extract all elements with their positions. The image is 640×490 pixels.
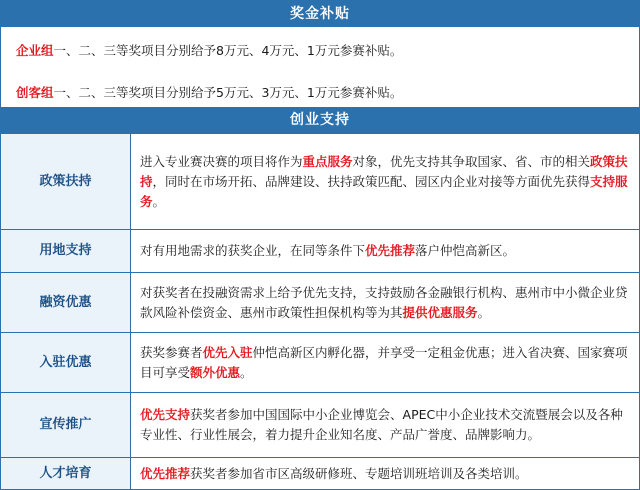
support-description xyxy=(131,393,640,458)
highlight-text: 优先推荐 xyxy=(140,465,191,481)
award-text: 一、二、三等奖项目分别给予5万元、3万元、1万元参赛补贴。 xyxy=(53,85,403,100)
award-line-enterprise xyxy=(16,41,639,61)
support-row xyxy=(1,458,640,490)
support-category: 用地支持 xyxy=(1,230,131,273)
description-text: 获奖者参加中国国际中小企业博览会、APEC中小企业技术交流暨展会以及各种专业性、行业性展会，着力提升企业知名度、产品广誉度、品牌影响力。 xyxy=(140,407,623,442)
highlight-text: 优先推荐 xyxy=(365,243,416,258)
support-description xyxy=(131,273,640,333)
description-text: 对象，优先支持其争取国家、省、市的相关 xyxy=(352,153,591,169)
support-description xyxy=(131,134,640,230)
support-section-title: 创业支持 xyxy=(0,107,640,133)
highlight-text: 额外优惠 xyxy=(190,364,241,380)
description-text: 进入专业赛决赛的项目将作为 xyxy=(140,153,303,169)
highlight-text: 支持服务 xyxy=(140,173,628,209)
description-text: 。 xyxy=(477,304,491,320)
award-line-maker xyxy=(16,83,639,103)
highlight-text: 优先支持 xyxy=(140,407,191,422)
support-category: 入驻优惠 xyxy=(1,333,131,393)
description-text: 。 xyxy=(240,364,253,380)
award-text: 一、二、三等奖项目分别给予8万元、4万元、1万元参赛补贴。 xyxy=(53,43,403,58)
support-row xyxy=(1,333,640,393)
highlight-text: 优先入驻 xyxy=(202,344,253,360)
support-row xyxy=(1,273,640,333)
support-description xyxy=(131,230,640,273)
description-text: 。 xyxy=(152,193,166,209)
support-category: 宣传推广 xyxy=(1,393,131,458)
description-text: ，同时在市场开拓、品牌建设、扶持政策匹配、园区内企业对接等方面优先获得 xyxy=(152,173,591,189)
highlight-text: 提供优惠服务 xyxy=(402,304,478,320)
award-group-label: 创客组 xyxy=(16,85,54,100)
support-description xyxy=(131,333,640,393)
description-text: 获奖者参加省市区高级研修班、专题培训班培训及各类培训。 xyxy=(190,465,528,481)
description-text: 仲恺高新区内孵化器，并享受一定租金优惠；进入省决赛、国家赛项目可享受 xyxy=(140,344,628,380)
description-text: 对获奖者在投融资需求上给予优先支持，支持鼓励各金融银行机构、惠州市中小微企业贷款风险补偿资金、惠州市政策性担保机构等为其 xyxy=(140,284,628,320)
award-group-label: 企业组 xyxy=(16,43,54,58)
awards-section-body xyxy=(0,27,640,107)
highlight-text: 政策扶持 xyxy=(140,153,628,189)
support-category: 融资优惠 xyxy=(1,273,131,333)
highlight-text: 重点服务 xyxy=(302,153,353,169)
description-text: 对有用地需求的获奖企业，在同等条件下 xyxy=(140,243,366,258)
support-category: 人才培育 xyxy=(1,458,131,490)
support-category: 政策扶持 xyxy=(1,134,131,230)
description-text: 获奖参赛者 xyxy=(140,344,203,360)
support-table xyxy=(0,133,640,490)
support-row xyxy=(1,134,640,230)
support-row xyxy=(1,393,640,458)
awards-section-title: 奖金补贴 xyxy=(0,0,640,27)
description-text: 落户仲恺高新区。 xyxy=(415,243,516,258)
support-row xyxy=(1,230,640,273)
support-description xyxy=(131,458,640,490)
